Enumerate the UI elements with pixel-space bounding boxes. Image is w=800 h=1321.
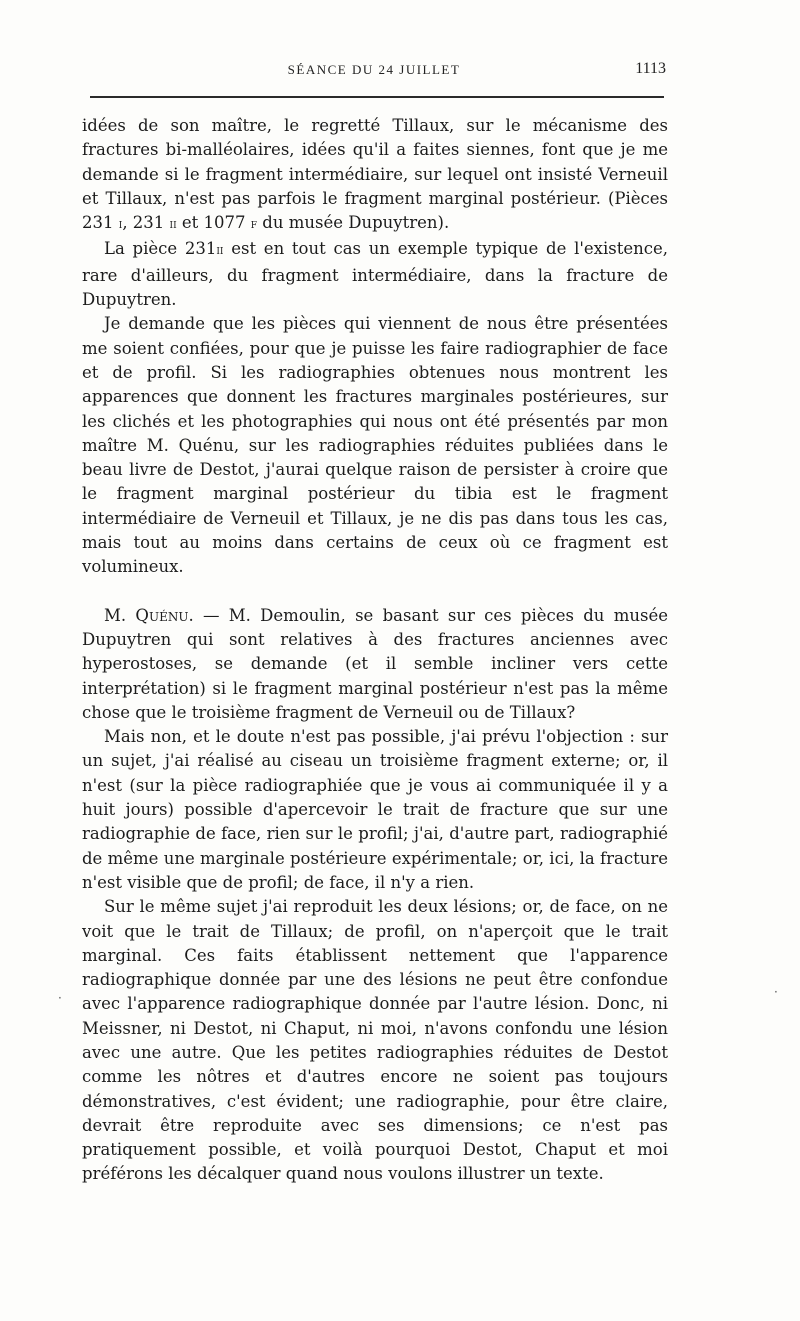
paragraph-2-end: est en tout cas un exemple typique de l'existence, rare d'ailleurs, du fragment intermédiaire, dans la fracture de Dupuytren. xyxy=(82,239,668,310)
body-text xyxy=(82,114,668,1187)
paragraph-quenu-text: — M. Demoulin, se basant sur ces pièces du musée Dupuytren qui sont relatives à des fractures anciennes avec hyperostoses, se demande (et il semble incliner vers cette interprétation) si le fragment marginal postérieur n'est pas la même chose que le troisième fragment de Verneuil ou de Tillaux? xyxy=(82,605,668,722)
paragraph-1-mid-2: et 1077 xyxy=(176,213,251,233)
piece-suffix-f: f xyxy=(250,217,258,233)
paragraph-1-end: du musée Dupuytren). xyxy=(257,213,450,233)
paragraph-meme-sujet: Sur le même sujet j'ai reproduit les deux lésions; or, de face, on ne voit que le trait de Tillaux; de profil, on n'aperçoit que le trait marginal. Ces faits établissent nettement que l'apparence radiographique donnée par une des lésions ne peut être confondue avec l'apparence radiographique donnée par l'autre lésion. Donc, ni Meissner, ni Destot, ni Chaput, ni moi, n'avons confondu une lésion avec une autre. Que les petites radiographies réduites de Destot comme les nôtres et d'autres encore ne soient pas toujours démonstratives, c'est évident; une radiographie, pour être claire, devrait être reproduite avec ses dimensions; ce n'est pas pratiquement possible, et voilà pourquoi Destot, Chaput et moi préférons les décalquer quand nous voulons illustrer un texte. xyxy=(82,897,668,1184)
paragraph-1-mid-1: , 231 xyxy=(122,213,170,233)
running-head xyxy=(82,62,666,84)
margin-dot-right: · xyxy=(774,985,778,999)
header-rule xyxy=(90,96,664,98)
running-title: SÉANCE DU 24 JUILLET xyxy=(287,62,461,77)
speaker-name: M. Quénu. xyxy=(104,605,194,625)
page-number: 1113 xyxy=(635,60,666,77)
paragraph-1-text: idées de son maître, le regretté Tillaux, sur le mécanisme des fractures bi-malléolaires, idées qu'il a faites siennes, font que je me demande si le fragment intermédiaire, sur lequel ont insisté Verneuil et Tillaux, n'est pas parfois le fragment marginal postérieur. (Pièces 231 xyxy=(82,116,668,233)
paragraph-demande: Je demande que les pièces qui viennent de nous être présentées me soient confiées, pour que je puisse les faire radiographier de face et de profil. Si les radiographies obtenues nous montrent les apparences que donnent les fractures marginales postérieures, sur les clichés et les photographies qui nous ont été présentés par mon maître M. Quénu, sur les radiographies réduites publiées dans le beau livre de Destot, j'aurai quelque raison de persister à croire que le fragment marginal postérieur du tibia est le fragment intermédiaire de Verneuil et Tillaux, je ne dis pas dans tous les cas, mais tout au moins dans certains de ceux où ce fragment est volumineux. xyxy=(82,314,668,577)
paragraph-quenu xyxy=(82,604,668,725)
paragraph-objection: Mais non, et le doute n'est pas possible, j'ai prévu l'objection : sur un sujet, j'ai réalisé au ciseau un troisième fragment externe; or, il n'est (sur la pièce radiographiée que je vous ai communiquée il y a huit jours) possible d'apercevoir le trait de fracture que sur une radiographie de face, rien sur le profil; j'ai, d'autre part, radiographié de même une marginale postérieure expérimentale; or, ici, la fracture n'est visible que de profil; de face, il n'y a rien. xyxy=(82,727,668,892)
piece-suffix-ii: ii xyxy=(169,217,177,233)
paragraph-continued xyxy=(82,114,668,237)
margin-dot-left: · xyxy=(58,991,62,1005)
piece-suffix-ii-2: ii xyxy=(216,243,224,259)
paragraph-piece-231 xyxy=(82,237,668,312)
paragraph-2-start: La pièce 231 xyxy=(104,239,217,259)
piece-suffix-i: i xyxy=(118,217,123,233)
